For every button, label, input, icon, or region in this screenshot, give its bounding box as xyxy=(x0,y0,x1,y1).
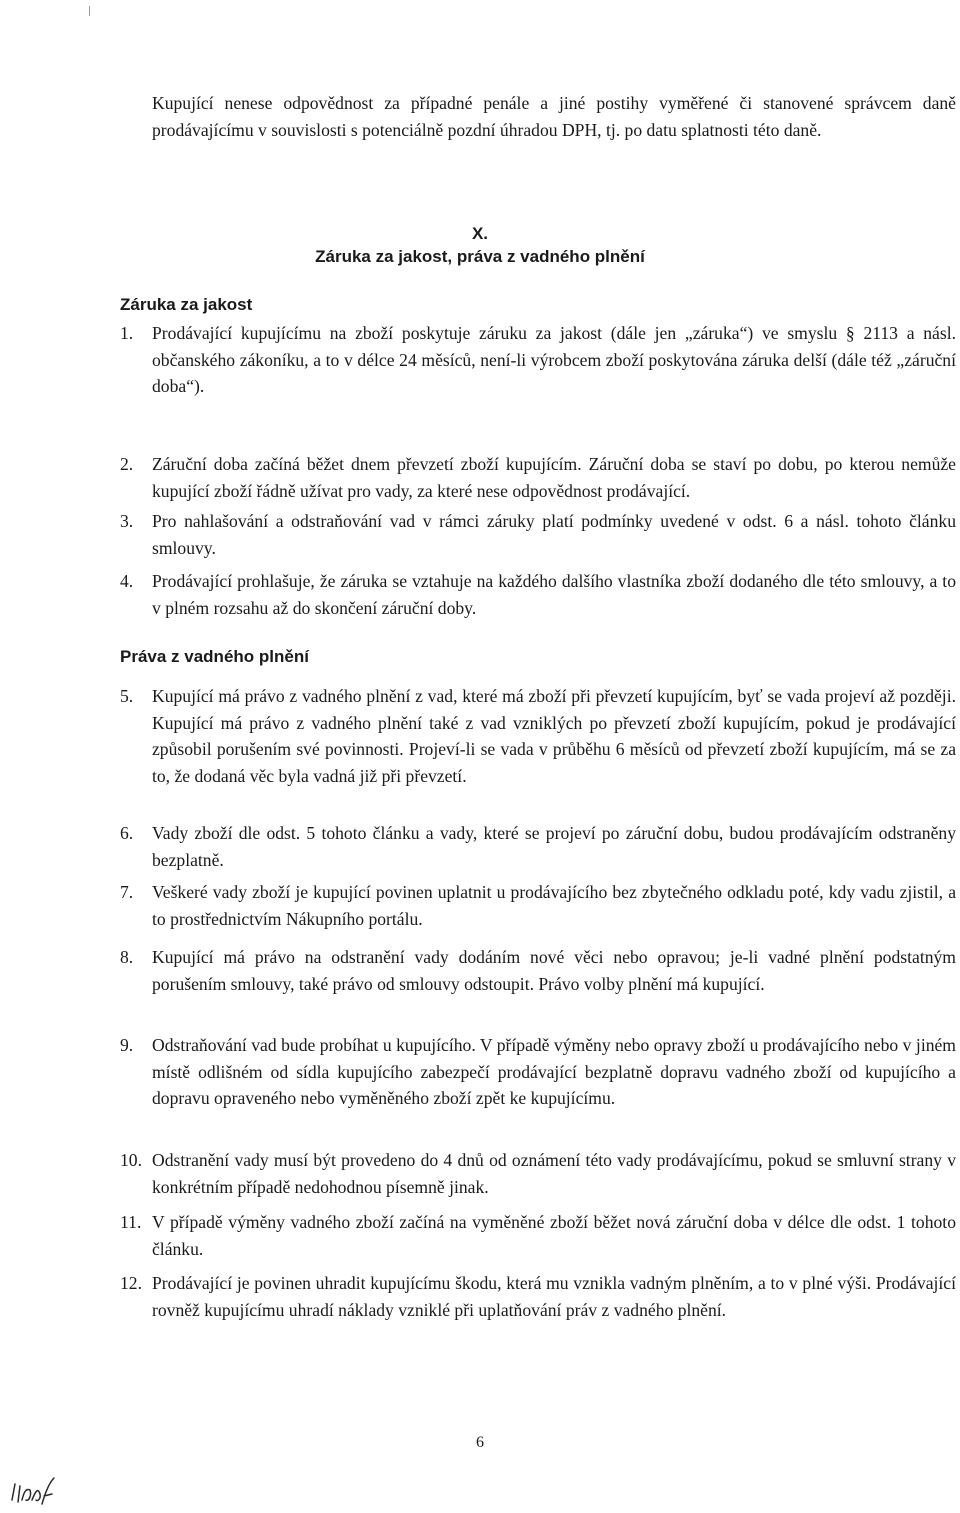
list-item xyxy=(120,451,956,504)
scan-mark xyxy=(89,6,90,16)
list-item xyxy=(120,568,956,621)
item-number: 9. xyxy=(120,1035,134,1055)
item-number: 1. xyxy=(120,323,134,343)
item-text: Odstraňování vad bude probíhat u kupujícího. V případě výměny nebo opravy zboží u prodávajícího nebo v jiném místě odlišném od sídla kupujícího zabezpečí prodávající bezplatně dopravu vadného zboží od kupujícího a dopravu opraveného nebo vyměněného zboží zpět ke kupujícímu. xyxy=(152,1035,956,1109)
signature-scribble xyxy=(8,1470,68,1510)
list-item xyxy=(120,879,956,932)
list-item xyxy=(120,683,956,789)
item-number: 4. xyxy=(120,571,134,591)
list-item xyxy=(120,1209,956,1262)
intro-paragraph: Kupující nenese odpovědnost za případné penále a jiné postihy vyměřené či stanovené správcem daně prodávajícímu v souvislosti s potenciálně pozdní úhradou DPH, tj. po datu splatnosti této daně. xyxy=(152,93,956,140)
item-text: Prodávající prohlašuje, že záruka se vztahuje na každého dalšího vlastníka zboží dodaného dle této smlouvy, a to v plném rozsahu až do skončení záruční doby. xyxy=(152,571,956,618)
list-item xyxy=(120,1032,956,1112)
item-number: 12. xyxy=(120,1273,142,1293)
item-text: Odstranění vady musí být provedeno do 4 dnů od oznámení této vady prodávajícímu, pokud se smluvní strany v konkrétním případě nedohodnou písemně jinak. xyxy=(152,1150,956,1197)
item-number: 5. xyxy=(120,686,134,706)
section-heading-warranty: Záruka za jakost xyxy=(120,295,253,314)
item-text: Veškeré vady zboží je kupující povinen uplatnit u prodávajícího bez zbytečného odkladu poté, kdy vadu zjistil, a to prostřednictvím Nákupního portálu. xyxy=(152,882,956,929)
chapter-number: X. xyxy=(471,224,489,243)
item-number: 10. xyxy=(120,1150,142,1170)
page-number: 6 xyxy=(476,1434,484,1451)
list-item xyxy=(120,944,956,997)
item-text: Záruční doba začíná běžet dnem převzetí zboží kupujícím. Záruční doba se staví po dobu, po kterou nemůže kupující zboží řádně užívat pro vady, za které nese odpovědnost prodávající. xyxy=(152,454,956,501)
item-text: Kupující má právo z vadného plnění z vad, které má zboží při převzetí kupujícím, byť se vada projeví až později. Kupující má právo z vadného plnění také z vad vzniklých po převzetí zboží kupujícím, pokud je prodávající způsobil porušením své povinnosti. Projeví-li se vada v průběhu 6 měsíců od převzetí zboží kupujícím, má se za to, že dodaná věc byla vadná již při převzetí. xyxy=(152,686,956,786)
item-number: 3. xyxy=(120,511,134,531)
item-number: 11. xyxy=(120,1212,142,1232)
item-number: 2. xyxy=(120,454,134,474)
item-number: 6. xyxy=(120,823,134,843)
item-number: 7. xyxy=(120,882,134,902)
item-text: V případě výměny vadného zboží začíná na vyměněné zboží běžet nová záruční doba v délce dle odst. 1 tohoto článku. xyxy=(152,1212,956,1259)
item-number: 8. xyxy=(120,947,134,967)
item-text: Prodávající kupujícímu na zboží poskytuje záruku za jakost (dále jen „záruka“) ve smyslu § 2113 a násl. občanského zákoníku, a to v délce 24 měsíců, není-li výrobcem zboží poskytována záruka delší (dále též „záruční doba“). xyxy=(152,323,956,397)
list-item xyxy=(120,508,956,561)
item-text: Prodávající je povinen uhradit kupujícímu škodu, která mu vznikla vadným plněním, a to v plné výši. Prodávající rovněž kupujícímu uhradí náklady vzniklé při uplatňování práv z vadného plnění. xyxy=(152,1273,956,1320)
item-text: Vady zboží dle odst. 5 tohoto článku a vady, které se projeví po záruční dobu, budou prodávajícím odstraněny bezplatně. xyxy=(152,823,956,870)
list-item xyxy=(120,320,956,400)
item-text: Kupující má právo na odstranění vady dodáním nové věci nebo opravou; je-li vadné plnění podstatným porušením smlouvy, také právo od smlouvy odstoupit. Právo volby plnění má kupující. xyxy=(152,947,956,994)
chapter-title: Záruka za jakost, práva z vadného plnění xyxy=(315,247,645,266)
section-heading-defect-rights: Práva z vadného plnění xyxy=(120,647,309,666)
item-text: Pro nahlašování a odstraňování vad v rámci záruky platí podmínky uvedené v odst. 6 a násl. tohoto článku smlouvy. xyxy=(152,511,956,558)
list-item xyxy=(120,1147,956,1200)
list-item xyxy=(120,820,956,873)
list-item xyxy=(120,1270,956,1323)
